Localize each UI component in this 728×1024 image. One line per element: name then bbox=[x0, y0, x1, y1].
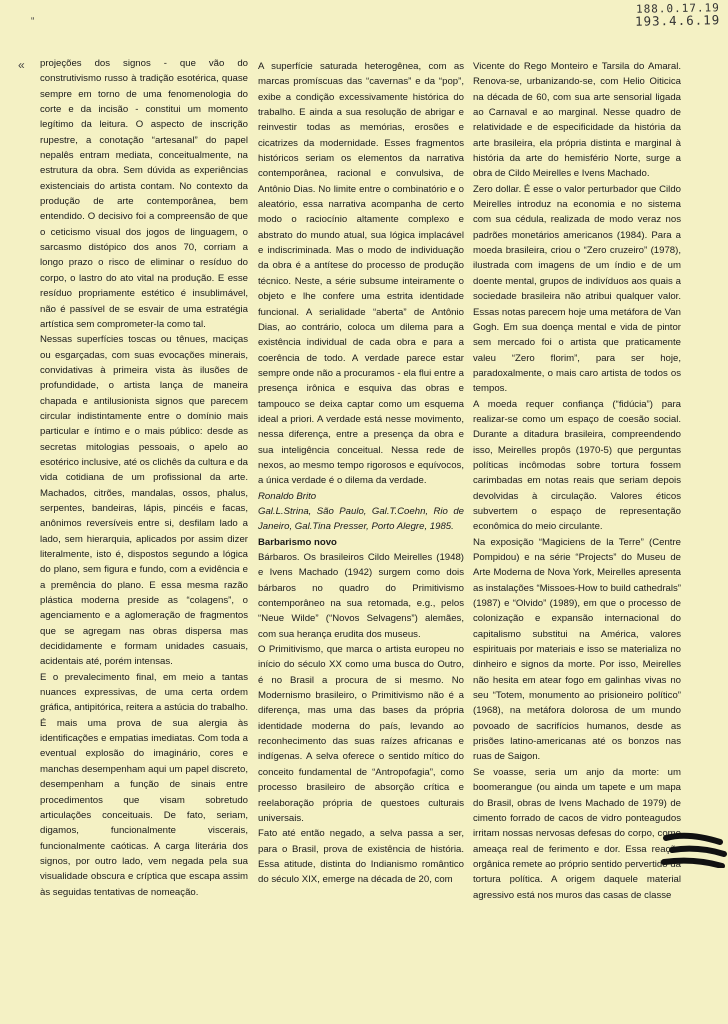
margin-mark: “ bbox=[31, 16, 35, 27]
paragraph: Nessas superfícies toscas ou tênues, maciças ou esgarçadas, com suas evocações minerais, convidativas à primeira vista às ilusões de profundidade, o artista lança de maneira chapada e antilusionista signos que parecem circular indistintamente entre o domínio mais particular e íntimo e o mais público: desde as secretas mitologias pessoais, o apelo ao esotérico inclusive, até os clichês da cultura e da vida cotidiana de um profissional da arte. Machados, citrões, mandalas, ossos, phalus, serpentes, bandeiras, lápis, pincéis e facas, anônimos reversíveis entre si, desfilam lado a lado, sem hierarquia, aplicados por assim dizer literalmente, isto é, dispostos segundo a lógica do plano, sem figura e fundo, com a evidência e a premência do plano. E essa mesma razão plástica moderna preside as “colagens”, o agenciamento e a aglomeração de fragmentos que se agregam nas obras dispersa mas decididamente e formam unidades casuais, acidentais até, porém intensas. bbox=[40, 334, 248, 668]
paragraph: Se voasse, seria um anjo da morte: um boomerangue (ou ainda um tapete e um mapa do Brasil, obras de Ivens Machado de 1979) de cimento forrado de cacos de vidro ponteagudos irritam nossas nervosas defesas do corpo, como ameaça real de ferimento e dor. Essa reação orgânica remete ao próprio sentido pervertido da tortura política. A origem daquele material agressivo está nos muros das casas de classe bbox=[473, 766, 681, 901]
paragraph: Vicente do Rego Monteiro e Tarsila do Amaral. Renova-se, urbanizando-se, com Helio Oiticica na década de 60, com sua arte sensorial ligada ao Carnaval e ao marginal. Nesse quadro de relatividade e de especificidade da história da arte brasileira, ela própria distinta e marginal à história da arte do hemisfério Norte, surge a obra de Cildo Meirelles e Ivens Machado. bbox=[473, 61, 681, 180]
handwritten-note: 188.0.17.19 bbox=[636, 1, 721, 16]
gallery-credits: Gal.L.Strina, São Paulo, Gal.T.Coehn, Rio de Janeiro, Gal.Tina Presser, Porto Alegre, 1985. bbox=[258, 505, 464, 533]
paragraph: O Primitivismo, que marca o artista europeu no início do século XX como uma busca do Outro, é no Brasil a procura de si mesmo. No Modernismo brasileiro, o Primitivismo não é a diferença, mas uma das bases da própria identidade moderna do país, levando ao reconhecimento das suas raízes africanas e indígenas. A selva oferece o sentido mítico do conceito fundamental de “Antropofagia”, como processo brasileiro de absorção crítica e reelaboração própria de questoes culturais universais. bbox=[258, 644, 464, 824]
section-heading: Barbarismo novo bbox=[258, 536, 337, 548]
paragraph: A moeda requer confiança (“fidúcia”) para realizar-se como um espaço de coesão social. Durante a ditadura brasileira, compreendendo isso, Meirelles propôs (1970-5) que perguntas políticas incômodas sobre tortura fossem carimbadas em notas reais que seriam depois devolvidas à circulação. Valores éticos subvertem o espaço de representação econômica do meio circulante. bbox=[473, 398, 681, 533]
paragraph: Na exposição “Magiciens de la Terre” (Centre Pompidou) e na série “Projects” do Museu de Arte Moderna de Nova York, Meirelles apresenta as instalações “Missoes-How to build cathedrals” (1987) e “Olvido” (1989), em que o processo de colonização e expansão internacional do capitalismo substitui na América, valores espirituais por materiais e isso se materializa no dinheiro e signos da morte. Por isso, Meirelles não hesita em atear fogo em galinhas vivas no seu “Totem, monumento ao prisioneiro político” (1968), na metáfora dolorosa de um mundo povoado de sacrifícios humanos, desde as prisões latino-americanas até os bonzos nas ruas de Saigon. bbox=[473, 536, 681, 763]
author-signature: Ronaldo Brito bbox=[258, 490, 317, 502]
paragraph: Zero dollar. É esse o valor perturbador que Cildo Meirelles introduz na economia e no sistema com sua cédula, realizada de modo veraz nos padrões monetários americanos (1984). Para a moeda brasileira, criou o “Zero cruzeiro” (1978), ilustrada com imagens de um índio e de um doente mental, grupos de indivíduos aos quais a sociedade brasileira não atribui qualquer valor. Essas notas parecem hoje uma metáfora de Van Gogh. Em sua doença mental e vida de pintor sem mercado foi o artista que praticamente valeu “Zero florim”, para ser hoje, paradoxalmente, o mais caro artista de todos os tempos. bbox=[473, 183, 681, 395]
column-1 bbox=[40, 56, 248, 900]
paragraph: Fato até então negado, a selva passa a ser, para o Brasil, prova de existência de história. Essa atitude, distinta do Indianismo romântico do século XIX, emerge na década de 20, com bbox=[258, 828, 464, 886]
handwritten-note: 193.4.6.19 bbox=[634, 12, 721, 29]
paragraph: E o prevalecimento final, em meio a tantas nuances expressivas, de uma certa ordem gráfica, antipitórica, reitera a astúcia do trabalho. É mais uma prova de sua alergia às identificações e empatias imediatas. Com toda a eventual explosão do imaginário, cores e manchas desempenham aqui um papel discreto, desempenham a função de sinais entre procedimentos que visam sobretudo articulações conceituais. De fato, seriam, digamos, funcionalmente viscerais, funcionalmente caóticas. A carga literária dos signos, por outro lado, vem negada pela sua visualidade obscura e críptica que escapa assim às seguidas tentativas de nomeação. bbox=[40, 671, 248, 898]
paragraph: Bárbaros. Os brasileiros Cildo Meirelles (1948) e Ivens Machado (1942) surgem como dois bárbaros no quadro do Primitivismo contemporâneo na sua retomada, e.g., pelos “Neue Wilde” (“Novos Selvagens”) alemães, com sua herança erudita dos museus. bbox=[258, 552, 464, 640]
margin-mark: « bbox=[18, 58, 25, 72]
column-3 bbox=[473, 59, 681, 903]
paragraph: projeções dos signos - que vão do construtivismo russo à tradição esotérica, quase sempre em torno de uma fenomenologia do corte e da incisão - constitui um momento legítimo da leitura. O aspecto de inscrição rupestre, a conotação “artesanal” do papel nepalês entram mediata, conceitualmente, na estrutura da obra. Sem dúvida as experiências existenciais do artista contam. No contexto da produção de arte contemporânea, bem entendido. O decisivo foi a compreensão de que o ceticismo visual dos jogos de linguagem, o sarcasmo distópico dos anos 70, corriam a longo prazo o risco de eliminar o resíduo do corpo, o lastro do ato vital na produção. E esse resíduo propriamente estético é insublimável, não é passível de se esvair de uma estratégia artística sem comprometer-la como tal. bbox=[40, 58, 248, 330]
ink-scribble-icon bbox=[658, 828, 728, 868]
column-2 bbox=[258, 59, 464, 888]
paragraph: A superfície saturada heterogênea, com as marcas promíscuas das “cavernas” e da “pop”, exibe a condição excessivamente histórica do trabalho. E ainda a sua resolução de abrigar e reinvestir todas as memórias, erosões e cicatrizes da modernidade. Esses fragmentos históricos seriam os elementos da narrativa contemporânea, racional e convulsiva, de Antônio Dias. No limite entre o combinatório e o aleatório, essa narrativa acompanha de certo modo o raciocínio altamente complexo e abstrato do mundo atual, sua lógica implacável e indiscriminada. Mas o modo de individuação da obra é a antítese do processo de produção técnico. Neste, a série subsume inteiramente o objeto e lhe confere uma estrita identidade funcional. A serialidade “aberta” de Antônio Dias, ao contrário, coloca um dilema para a existência individual de cada obra e para a coerência de todo. A verdade parece estar sempre onde não a procuramos - ela flui entre a presença irônica e esquiva das obras e tampouco se deixa captar como um esquema ideal a priori. A verdade está nesse movimento, nessa diferença, entre a presença da obra e sua inteligência conceitual. Nessa rede de nexos, ao mesmo tempo rigorosos e equívocos, a única verdade é o dilema da verdade. bbox=[258, 61, 464, 487]
